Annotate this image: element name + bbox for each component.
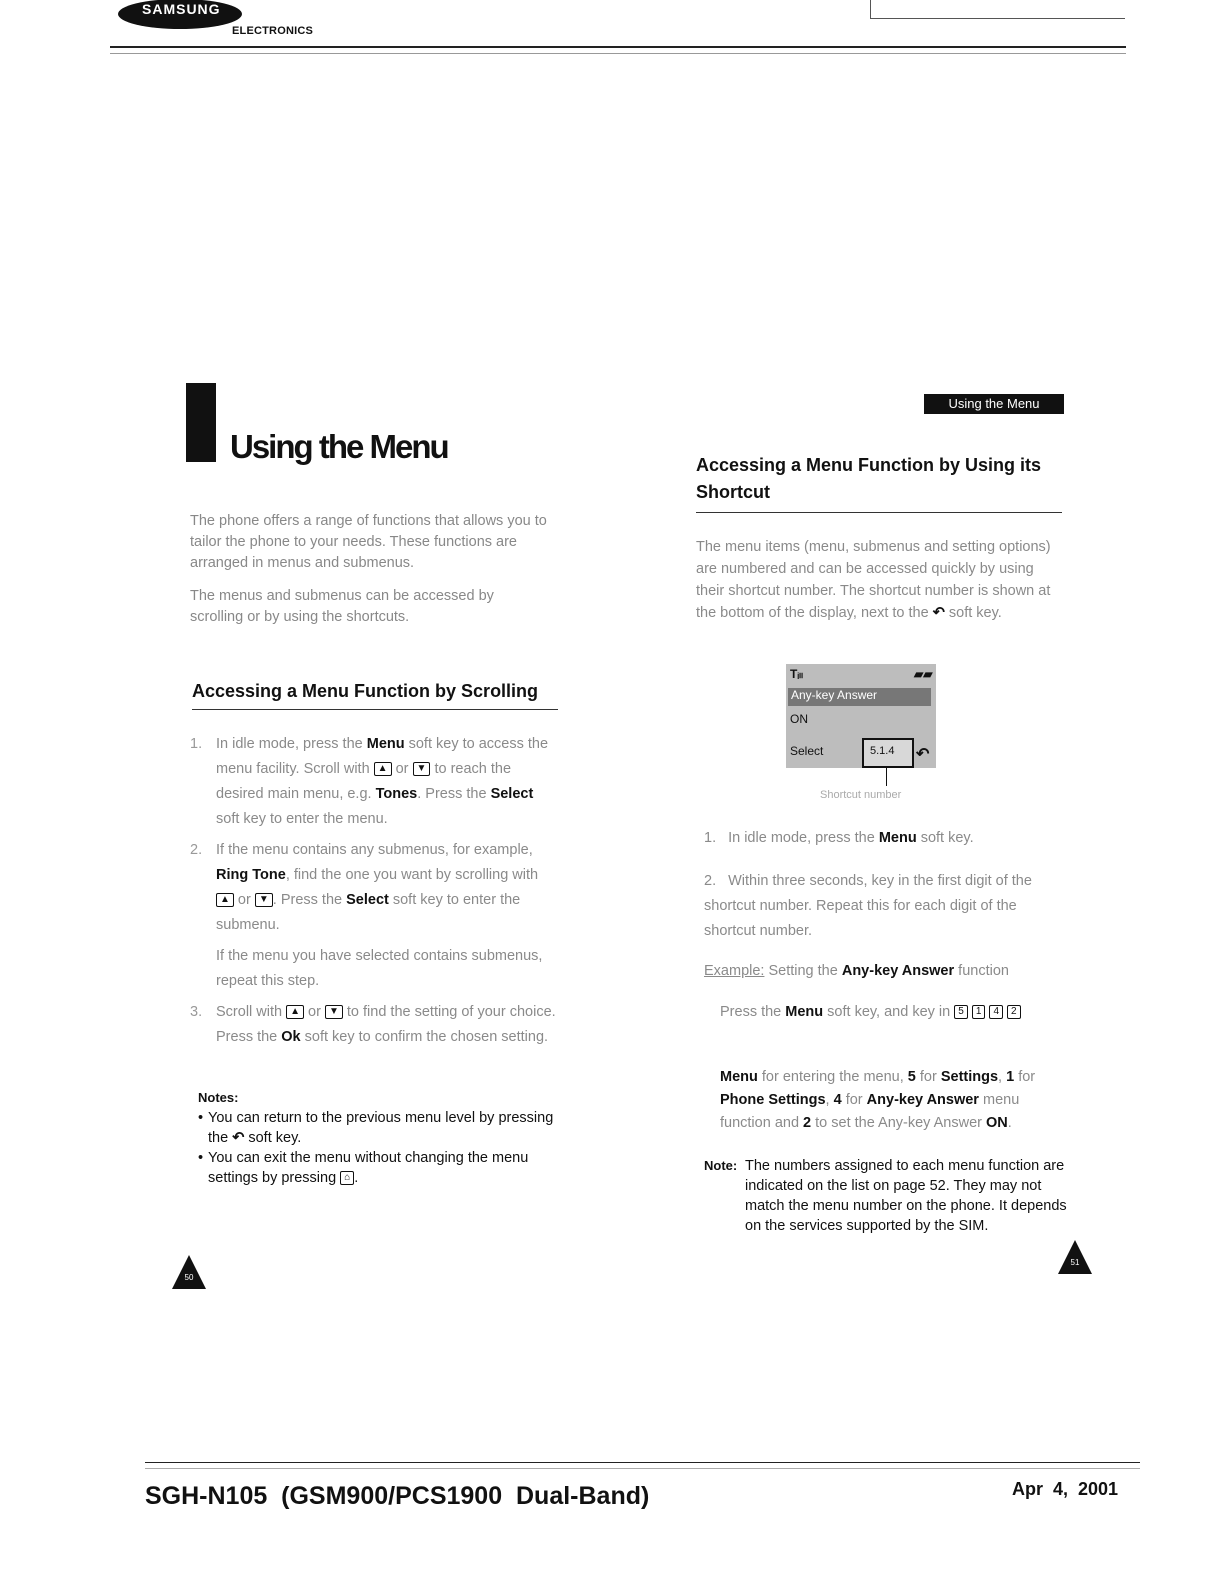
- explain-text: menu function and: [720, 1092, 1020, 1131]
- paragraph-text: The menu items (menu, submenus and setting options) are numbered and can be accessed quickly by using their shortcut number. The shortcut number is shown at the bottom of the display, next to the: [696, 539, 1051, 621]
- section-title-scrolling: Accessing a Menu Function by Scrolling: [192, 681, 539, 701]
- example-text: function: [954, 963, 1009, 979]
- explain-text: .: [1007, 1115, 1012, 1131]
- intro-paragraph-1: The phone offers a range of functions that allows you to tailor the phone to your needs. These functions are arranged in menus and submenus.: [190, 513, 547, 571]
- explain-bold: Settings: [940, 1069, 999, 1085]
- section-title-shortcut: Accessing a Menu Function by Using its Shortcut: [696, 455, 1042, 502]
- intro: [190, 511, 550, 640]
- step-text: to find the setting of your choice. Press the: [216, 1004, 556, 1045]
- step-number: 2.: [190, 842, 203, 858]
- step-text: soft key to enter the submenu.: [216, 892, 521, 933]
- step-text: to reach the desired main menu, e.g.: [216, 761, 512, 802]
- scroll-up-key-icon: ▲: [374, 762, 392, 776]
- back-key-icon: ↶: [916, 746, 930, 763]
- triangle-marker-icon: [172, 1255, 206, 1289]
- battery-icon: ▰▰: [914, 667, 933, 681]
- display-option: ON: [790, 712, 808, 726]
- step-text: soft key.: [916, 830, 974, 846]
- example-explanation: [720, 1066, 1070, 1135]
- explain-text: for: [1014, 1069, 1036, 1085]
- shortcut-number: 5.1.4: [870, 745, 895, 757]
- explain-text: ,: [825, 1092, 834, 1108]
- scroll-up-key-icon: ▲: [286, 1005, 304, 1019]
- notes-list: [198, 1108, 568, 1188]
- step-text: If the menu you have selected contains submenus, repeat this step.: [216, 948, 543, 989]
- step-text: , find the one you want by scrolling with: [285, 867, 539, 883]
- example-text: soft key, and key in: [823, 1004, 955, 1020]
- scroll-down-key-icon: ▼: [325, 1005, 343, 1019]
- explain-bold: 5: [907, 1069, 916, 1085]
- explain-bold: Any-key Answer: [866, 1092, 979, 1108]
- step-number: 1.: [704, 830, 717, 846]
- explain-bold: Menu: [720, 1069, 758, 1085]
- menu-key-label: Menu: [785, 1004, 824, 1020]
- explain-bold: Phone Settings: [720, 1092, 826, 1108]
- note-text: You can exit the menu without changing the menu settings by pressing: [208, 1150, 529, 1186]
- triangle-marker-icon: [1058, 1240, 1092, 1274]
- step-number: 3.: [190, 1004, 203, 1020]
- example-label: Example:: [704, 963, 765, 979]
- page-number-right: 51: [1070, 1258, 1080, 1267]
- footer-date: Apr 4, 2001: [1012, 1479, 1119, 1499]
- step-number: 1.: [190, 736, 203, 752]
- ok-key-label: Ok: [281, 1029, 301, 1045]
- section-rule: [192, 709, 558, 710]
- note-block: [704, 1156, 1084, 1236]
- explain-text: for: [915, 1069, 941, 1085]
- step-2: [190, 838, 560, 938]
- key-4-icon: 4: [989, 1005, 1003, 1019]
- paragraph-text: soft key.: [944, 605, 1002, 621]
- header-box: [870, 0, 1125, 19]
- tones-label: Tones: [375, 786, 418, 802]
- note-item: [198, 1108, 568, 1148]
- step-text: or: [304, 1004, 325, 1020]
- brand-text: SAMSUNG: [142, 1, 221, 17]
- step-text: or: [233, 892, 255, 908]
- section-tab: Using the Menu: [924, 394, 1064, 414]
- page-marker-right: [1058, 1240, 1092, 1274]
- note-item: [198, 1148, 568, 1188]
- signal-icon: Tᵢₗₗ: [790, 667, 804, 681]
- step-text: soft key to confirm the chosen setting.: [300, 1029, 549, 1045]
- step-text: In idle mode, press the: [216, 736, 367, 752]
- section-rule: [696, 512, 1062, 513]
- callout-line: [886, 766, 887, 786]
- any-key-answer-label: Any-key Answer: [841, 963, 955, 979]
- example-line: [704, 960, 1074, 982]
- display-highlight: Any-key Answer: [788, 688, 931, 706]
- example-text: Press the: [720, 1004, 786, 1020]
- explain-text: for entering the menu,: [757, 1069, 908, 1085]
- callout-label: Shortcut number: [820, 789, 902, 801]
- step-text: soft key to access the menu facility. Scroll with: [216, 736, 549, 777]
- step-text: soft key to enter the menu.: [216, 811, 388, 827]
- step-text: Scroll with: [216, 1004, 287, 1020]
- page-marker-left: [172, 1255, 206, 1289]
- explain-text: for: [841, 1092, 867, 1108]
- explain-bold: 2: [803, 1115, 812, 1131]
- step-text: . Press the: [417, 786, 491, 802]
- explain-bold: 4: [833, 1092, 842, 1108]
- back-key-icon: ↶: [932, 605, 945, 621]
- end-key-icon: ⌂: [340, 1171, 354, 1185]
- shortcut-step-1: [704, 826, 1064, 851]
- samsung-logo: [118, 0, 250, 34]
- footer-rule: [145, 1462, 1140, 1463]
- scroll-up-key-icon: ▲: [216, 893, 234, 907]
- note-text: You can return to the previous menu level by pressing the: [208, 1110, 554, 1146]
- scroll-down-key-icon: ▼: [413, 762, 431, 776]
- step-number: 2.: [704, 873, 717, 889]
- scroll-steps: [190, 732, 560, 1056]
- intro-paragraph-2: The menus and submenus can be accessed by scrolling or by using the shortcuts.: [190, 588, 494, 625]
- chapter-title: Using the Menu: [230, 428, 448, 465]
- note-text: The numbers assigned to each menu function are indicated on the list on page 52. They may not match the menu number on the phone. It depends on the services supported by the SIM.: [745, 1158, 1067, 1234]
- footer-rule-thin: [145, 1468, 1140, 1469]
- step-text: Within three seconds, key in the first digit of the shortcut number. Repeat this for each digit of the shortcut number.: [704, 873, 1032, 939]
- step-2-note: [190, 944, 560, 994]
- explain-text: to set the Any-key Answer: [811, 1115, 987, 1131]
- scroll-down-key-icon: ▼: [255, 893, 273, 907]
- note-text: soft key.: [244, 1130, 302, 1146]
- display-select: Select: [790, 744, 824, 758]
- chapter-bar: [186, 383, 216, 462]
- back-key-icon: ↶: [232, 1130, 245, 1146]
- key-5-icon: 5: [954, 1005, 968, 1019]
- step-1: [190, 732, 560, 832]
- select-key-label: Select: [490, 786, 534, 802]
- step-text: In idle mode, press the: [728, 830, 879, 846]
- explain-bold: ON: [986, 1115, 1008, 1131]
- key-2-icon: 2: [1007, 1005, 1021, 1019]
- note-text: .: [354, 1170, 359, 1186]
- step-text: . Press the: [272, 892, 347, 908]
- menu-key-label: Menu: [878, 830, 917, 846]
- explain-text: ,: [998, 1069, 1007, 1085]
- shortcut-number-box: [862, 738, 914, 768]
- step-text: If the menu contains any submenus, for example,: [216, 842, 533, 858]
- example-step: [720, 998, 1070, 1026]
- page-number-left: 50: [184, 1273, 194, 1282]
- notes: [198, 1088, 568, 1188]
- notes-title: Notes:: [198, 1090, 239, 1105]
- key-1-icon: 1: [972, 1005, 986, 1019]
- step-3: [190, 1000, 560, 1050]
- shortcut-intro: [696, 536, 1058, 624]
- ring-tone-label: Ring Tone: [216, 867, 286, 883]
- explain-bold: 1: [1006, 1069, 1015, 1085]
- shortcut-step-2: [704, 869, 1064, 944]
- header-rule-thin: [110, 53, 1126, 54]
- header-rule: [110, 46, 1126, 48]
- footer-model: SGH-N105 (GSM900/PCS1900 Dual-Band): [145, 1482, 650, 1510]
- select-key-label: Select: [346, 892, 389, 908]
- brand-subtitle: ELECTRONICS: [232, 25, 314, 37]
- step-text: or: [391, 761, 413, 777]
- example-text: Setting the: [764, 963, 842, 979]
- note-label: Note:: [704, 1158, 738, 1173]
- menu-key-label: Menu: [366, 736, 405, 752]
